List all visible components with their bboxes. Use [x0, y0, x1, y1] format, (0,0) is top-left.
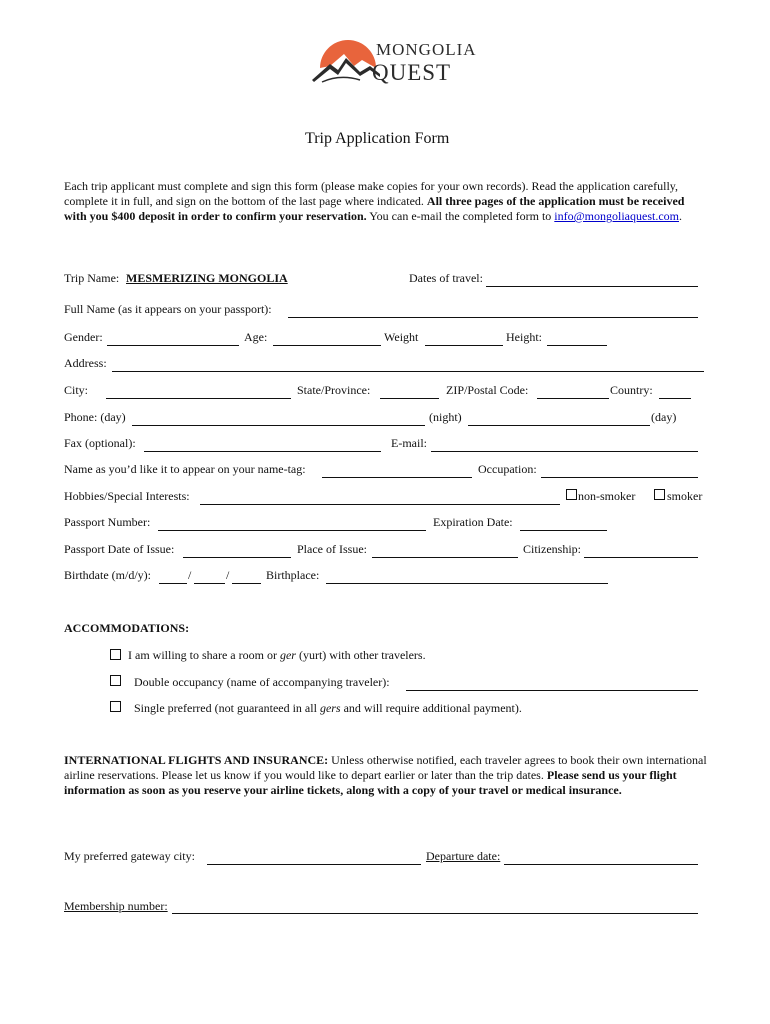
birthdate-label: Birthdate (m/d/y): — [64, 568, 151, 582]
phone-day-field[interactable] — [132, 411, 425, 426]
smoker-checkbox[interactable] — [654, 489, 665, 500]
place-of-issue-label: Place of Issue: — [297, 542, 367, 556]
single-preferred-label — [134, 701, 522, 716]
share-room-text-b: (yurt) with other travelers. — [295, 648, 426, 662]
flights-paragraph — [64, 753, 709, 798]
place-of-issue-field[interactable] — [372, 543, 518, 558]
full-name-field[interactable] — [288, 303, 698, 318]
full-name-label: Full Name (as it appears on your passport): — [64, 302, 272, 316]
intro-paragraph — [64, 179, 709, 224]
accommodations-heading: ACCOMMODATIONS: — [64, 621, 190, 635]
logo-text-quest: QUEST — [372, 60, 452, 85]
company-logo — [310, 30, 477, 90]
phone-night-label: (night) — [429, 410, 462, 424]
age-label: Age: — [244, 330, 268, 344]
smoker-label: smoker — [667, 489, 703, 503]
departure-date-label: Departure date: — [426, 849, 501, 863]
address-label: Address: — [64, 356, 107, 370]
sun-mountain-icon — [310, 30, 380, 90]
membership-number-field[interactable] — [172, 899, 698, 914]
country-field[interactable] — [659, 384, 691, 399]
double-occupancy-checkbox[interactable] — [110, 675, 121, 686]
single-text-b: and will require additional payment). — [340, 701, 522, 715]
passport-number-label: Passport Number: — [64, 515, 151, 529]
city-label: City: — [64, 383, 89, 397]
fax-label: Fax (optional): — [64, 436, 136, 450]
state-label: State/Province: — [297, 383, 371, 397]
zip-field[interactable] — [537, 384, 609, 399]
weight-label: Weight — [384, 330, 419, 344]
gender-label: Gender: — [64, 330, 103, 344]
gateway-city-label: My preferred gateway city: — [64, 849, 195, 863]
flights-heading: INTERNATIONAL FLIGHTS AND INSURANCE: — [64, 753, 329, 767]
trip-name-value: MESMERIZING MONGOLIA — [126, 271, 288, 285]
dates-of-travel-label: Dates of travel: — [409, 271, 483, 285]
fax-field[interactable] — [144, 437, 381, 452]
zip-label: ZIP/Postal Code: — [446, 383, 529, 397]
logo-text-mongolia: MONGOLIA — [376, 40, 477, 59]
hobbies-field[interactable] — [200, 490, 560, 505]
departure-date-field[interactable] — [504, 850, 698, 865]
birthdate-separator: / — [188, 568, 192, 582]
intro-text: Each trip applicant must complete and sign this form (please make copies for your own records). Read the application carefully, complete it in full, and sign on the bottom of the last page where indicated. — [64, 179, 679, 208]
trip-name-label: Trip Name: — [64, 271, 120, 285]
height-label: Height: — [506, 330, 542, 344]
share-room-text-ger: ger — [279, 648, 296, 662]
address-field[interactable] — [112, 357, 704, 372]
height-field[interactable] — [547, 331, 607, 346]
email-link[interactable]: info@mongoliaquest.com — [554, 209, 679, 223]
birthplace-field[interactable] — [326, 569, 608, 584]
birthdate-month-field[interactable] — [159, 569, 187, 584]
passport-number-field[interactable] — [158, 516, 426, 531]
single-text-gers: gers — [319, 701, 341, 715]
birthdate-year-field[interactable] — [232, 569, 261, 584]
share-room-checkbox[interactable] — [110, 649, 121, 660]
gender-field[interactable] — [107, 331, 239, 346]
accompanying-traveler-field[interactable] — [406, 676, 698, 691]
phone-night-field[interactable] — [468, 411, 650, 426]
form-title: Trip Application Form — [305, 130, 450, 147]
birthplace-label: Birthplace: — [266, 568, 320, 582]
expiration-date-field[interactable] — [520, 516, 607, 531]
passport-issue-date-label: Passport Date of Issue: — [64, 542, 175, 556]
intro-email-text: You can e-mail the completed form to — [369, 209, 552, 223]
country-label: Country: — [610, 383, 653, 397]
occupation-label: Occupation: — [478, 462, 537, 476]
non-smoker-label: non-smoker — [578, 489, 636, 503]
intro-bold-text: All three pages of the application must be received with you $400 deposit in order to confirm your reservation. — [64, 194, 685, 223]
gateway-city-field[interactable] — [207, 850, 421, 865]
citizenship-label: Citizenship: — [523, 542, 581, 556]
citizenship-field[interactable] — [584, 543, 698, 558]
age-field[interactable] — [273, 331, 381, 346]
name-tag-label: Name as you’d like it to appear on your name-tag: — [64, 462, 306, 476]
single-text-a: Single preferred (not guaranteed in all — [134, 701, 320, 715]
share-room-text-a: I am willing to share a room or — [128, 648, 280, 662]
weight-field[interactable] — [425, 331, 503, 346]
name-tag-field[interactable] — [322, 463, 472, 478]
membership-number-label: Membership number: — [64, 899, 168, 913]
state-field[interactable] — [380, 384, 439, 399]
expiration-date-label: Expiration Date: — [433, 515, 513, 529]
birthdate-separator: / — [226, 568, 230, 582]
intro-end: . — [679, 209, 682, 223]
flights-text: Unless otherwise notified, each traveler agrees to book their own international airline reservations. Please let us know if you would like to depart earlier or later than the trip dates. — [64, 753, 707, 782]
phone-day-suffix-label: (day) — [651, 410, 677, 424]
hobbies-label: Hobbies/Special Interests: — [64, 489, 190, 503]
double-occupancy-label: Double occupancy (name of accompanying traveler): — [134, 675, 390, 689]
phone-day-label: Phone: (day) — [64, 410, 126, 424]
non-smoker-checkbox[interactable] — [566, 489, 577, 500]
email-field[interactable] — [431, 437, 698, 452]
dates-of-travel-field[interactable] — [486, 272, 698, 287]
email-label: E-mail: — [391, 436, 427, 450]
city-field[interactable] — [106, 384, 291, 399]
single-preferred-checkbox[interactable] — [110, 701, 121, 712]
share-room-label — [128, 648, 426, 663]
occupation-field[interactable] — [541, 463, 698, 478]
passport-issue-date-field[interactable] — [183, 543, 291, 558]
flights-bold-text: Please send us your flight information as soon as you reserve your airline tickets, along with a copy of your travel or medical insurance. — [64, 768, 677, 797]
birthdate-day-field[interactable] — [194, 569, 225, 584]
